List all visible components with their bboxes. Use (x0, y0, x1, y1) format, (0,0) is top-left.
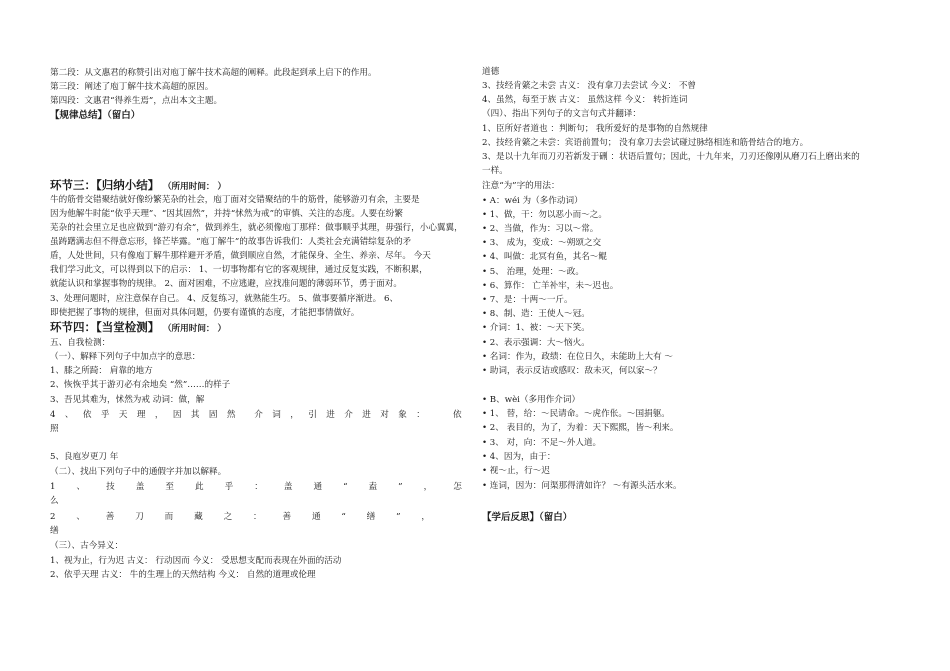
seg: 词 (272, 410, 281, 420)
seg: 因 (172, 410, 182, 420)
summary-line: 就能认识和掌握事物的规律。 2、面对困难，不应逃避，应找准问题的薄弱环节，勇于面对。 (50, 279, 402, 289)
usage-item: • 2、 表目的，为了，为着：天下熙熙，皆～利来。 (482, 423, 679, 433)
seg: 象 (398, 410, 407, 420)
exercise-line: 3、吾见其难为，怵然为戒 动词：做，解 (50, 395, 205, 405)
seg: 对 (380, 410, 389, 420)
seg: ， (290, 410, 299, 420)
seg: 依 (453, 410, 462, 420)
seg: ， (423, 482, 433, 492)
exercise-line: 1、膝之所踦： 肩靠的地方 (50, 366, 153, 376)
summary-line: 芜杂的社会里立足也应做到“游刃有余”，做到养生，就必须像庖丁那样：做事顺乎其理，毋强行，小心翼翼， (50, 223, 463, 233)
exercise-line: 2、恢恢乎其于游刃必有余地矣 “然”……的样子 (50, 380, 231, 390)
summary-line: 盾，人处世间，只有像庖丁解牛那样避开矛盾，做到顺应自然，才能保身、全生、养亲、尽年。 今天 (50, 251, 431, 261)
justified-line (50, 410, 462, 421)
seg: 介 (254, 410, 263, 420)
exercise-line: 照 (50, 424, 59, 434)
justified-line (50, 482, 462, 493)
seg: ： (254, 482, 263, 492)
seg: “ (341, 512, 346, 522)
usage-b-title: • B、wèi（多用作介词） (482, 395, 581, 405)
seg: 藏 (194, 512, 203, 522)
seg: 盍 (368, 482, 378, 492)
exercise-line: 2、技经肯綮之未尝：宾语前置句； 没有拿刀去尝试碰过脉络相连和筋骨结合的地方。 (482, 138, 809, 148)
paragraph-two-note: 第二段：从文惠君的称赞引出对庖丁解牛技术高超的阐释。此段起到承上启下的作用。 (50, 68, 377, 78)
exercise-line: 缮 (50, 526, 59, 536)
usage-item: • 2、当做，作为：习以～常。 (482, 224, 599, 234)
rule-summary-heading: 【规律总结】（留白） (50, 110, 141, 121)
seg: 至 (165, 482, 174, 492)
seg: ， (421, 512, 430, 522)
seg: 、 (76, 482, 86, 492)
summary-line: 牛的筋骨交错聚结就好像纷繁芜杂的社会，庖丁面对交错聚结的牛的筋骨，能够游刃有余，主要是 (50, 195, 420, 205)
seg: ： (253, 512, 262, 522)
seg: 乎 (224, 482, 234, 492)
usage-item: • 5、 治理，处理：～政。 (482, 267, 584, 277)
seg: 进 (326, 410, 335, 420)
seg: ” (398, 482, 403, 492)
reflection-heading: 【学后反思】（留白） (482, 512, 573, 523)
seg: 缮 (366, 512, 376, 522)
exercise-line: 4、虽然，每至于族 古义： 虽然这样 今义： 转折连词 (482, 95, 688, 105)
self-check-heading: 五、自我检测： (50, 338, 111, 348)
exercise-line: 3、技经肯綮之未尝 古义： 没有拿刀去尝试 今义： 不曾 (482, 81, 697, 91)
section-three-title: 环节三：【归纳小结】 (50, 178, 160, 192)
exercise-three-title: （三）、古今异义： (50, 541, 124, 551)
seg: 进 (362, 410, 371, 420)
summary-line: 即使把握了事物的规律，但面对具体问题，仍要有谨慎的态度，才能把事情做好。 (50, 308, 360, 318)
seg: 善 (105, 512, 115, 522)
section-three-time: （所用时间： ） (167, 182, 227, 192)
summary-line: 虽踌躇满志但不得意忘形，锋芒毕露。“庖丁解牛”的故事告诉我们：人类社会充满错综复杂的矛 (50, 237, 412, 247)
seg: 、 (76, 512, 85, 522)
seg: “ (343, 482, 348, 492)
seg: 天 (118, 410, 128, 420)
seg: 2 (50, 512, 56, 522)
section-four-time: （所用时间： ） (167, 324, 227, 334)
exercise-line: 2、依乎天理 古义： 牛的生理上的天然结构 今义： 自然的道理或伦理 (50, 570, 316, 580)
seg: 盖 (283, 482, 293, 492)
seg: 其 (190, 410, 200, 420)
seg: 通 (313, 482, 323, 492)
usage-a-title: • A：wéi 为（多作动词） (482, 196, 583, 206)
seg: 之 (223, 512, 233, 522)
usage-item: • 6、算作： 亡羊补牢，未～迟也。 (482, 281, 619, 291)
seg: 怎 (453, 482, 462, 492)
seg: 依 (82, 410, 92, 420)
exercise-two-title: （二）、找出下列句子中的通假字并加以解释。 (50, 467, 227, 477)
usage-item: • 8、制、造：王使人～冠。 (482, 309, 590, 319)
section-three-heading (50, 180, 226, 193)
seg: 技 (106, 482, 115, 492)
seg: ” (396, 512, 401, 522)
exercise-line: 么 (50, 496, 59, 506)
seg: 善 (282, 512, 292, 522)
seg: 刀 (135, 512, 144, 522)
usage-item: • 名词：作为，政绩：在位日久，未能助上大有 ～ (482, 352, 674, 362)
summary-line: 因为他解牛时能“依乎天理”、“因其固然”，并持“怵然为戒”的审慎、关注的态度。人要在纷繁 (50, 209, 403, 219)
section-four-title: 环节四：【当堂检测】 (50, 320, 160, 334)
usage-item: • 2、表示强调：大～恼火。 (482, 338, 590, 348)
seg: 然 (226, 410, 236, 420)
usage-note: 注意“为”字的用法： (482, 181, 560, 191)
seg: 此 (194, 482, 204, 492)
usage-item: • 7、是：十两～一斤。 (482, 295, 573, 305)
usage-item: • 4、叫做：北冥有鱼，其名～鲲 (482, 252, 607, 262)
seg: 理 (136, 410, 146, 420)
paragraph-four-note: 第四段：文惠君“得养生焉”，点出本文主题。 (50, 96, 223, 106)
exercise-line: 1、视为止，行为迟 古义： 行动因而 今义： 受思想支配而表现在外面的活动 (50, 556, 342, 566)
justified-line (50, 512, 430, 523)
seg: 介 (344, 410, 353, 420)
seg: 盖 (135, 482, 145, 492)
exercise-line: 5、良庖岁更刀 年 (50, 452, 119, 462)
summary-line: 我们学习此文，可以得到以下的启示： 1、一切事物都有它的客观规律，通过反复实践，不断积累， (50, 265, 428, 275)
seg: 4 (50, 410, 56, 420)
exercise-four-title: （四）、指出下列句子的文言句式并翻译： (482, 109, 641, 119)
usage-item: • 3、 成为，变成：～朔颂之交 (482, 238, 602, 248)
usage-item: • 助词，表示反诘或感叹：敌未灭，何以家～？ (482, 366, 662, 376)
usage-item: • 3、 对，向：不足～外人道。 (482, 438, 602, 448)
seg: 通 (311, 512, 321, 522)
section-four-heading (50, 322, 226, 335)
exercise-line: 3、是以十九年而刀刃若新发于硎 ：状语后置句；因此，十九年来，刀刃还像刚从磨刀石上磨出来的 (482, 152, 860, 162)
summary-line: 3、处理问题时，应注意保存自己。 4、反复练习，就熟能生巧。 5、做事要循序渐进。 6、 (50, 294, 399, 304)
seg: 引 (308, 410, 317, 420)
usage-item: • 连词，因为：问渠那得清如许？ ～有源头活水来。 (482, 481, 682, 491)
usage-item: • 1、 替，给：～民请命。～虎作伥。～国捐躯。 (482, 409, 670, 419)
usage-item: • 1、做，干：勿以恶小而～之。 (482, 210, 607, 220)
continued-text: 道德 (482, 67, 500, 77)
seg: ， (154, 410, 164, 420)
exercise-one-title: （一）、解释下列句子中加点字的意思： (50, 352, 201, 362)
exercise-line: 1、臣所好者道也 ：判断句； 我所爱好的是事物的自然规律 (482, 124, 708, 134)
exercise-line: 一样。 (482, 166, 508, 176)
seg: 、 (64, 410, 74, 420)
usage-item: • 介词：1、被：～天下笑。 (482, 323, 590, 333)
usage-item: • 视～止，行～迟 (482, 466, 550, 476)
seg: 固 (208, 410, 218, 420)
usage-item: • 4、因为，由于： (482, 452, 556, 462)
paragraph-three-note: 第三段：阐述了庖丁解牛技术高超的原因。 (50, 82, 214, 92)
seg: 1 (50, 482, 56, 492)
seg: ： (416, 410, 425, 420)
seg: 乎 (100, 410, 110, 420)
seg: 而 (164, 512, 174, 522)
